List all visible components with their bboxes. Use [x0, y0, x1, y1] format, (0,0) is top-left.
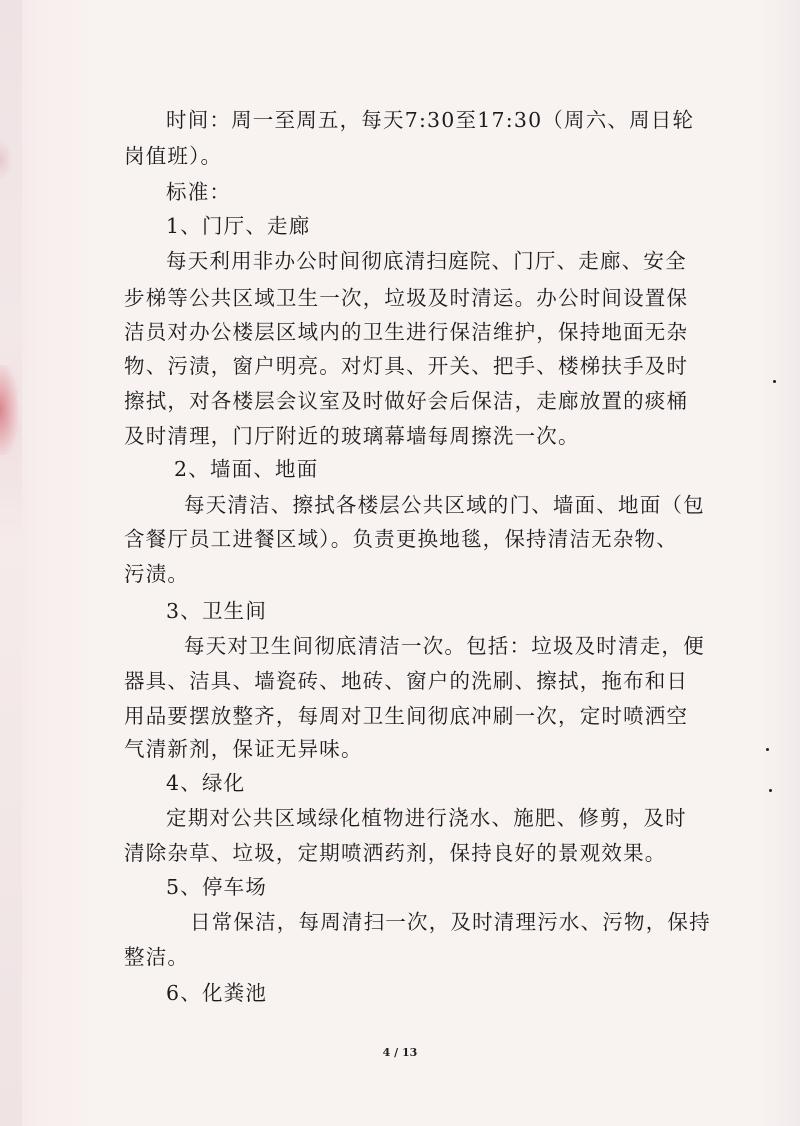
- text-line: 器具、洁具、墙瓷砖、地砖、窗户的洗刷、擦拭，拖布和日: [124, 669, 689, 693]
- text-line: 污渍。: [124, 562, 190, 586]
- text-line: 每天利用非办公时间彻底清扫庭院、门厅、走廊、安全: [166, 249, 687, 273]
- text-line: 步梯等公共区域卫生一次，垃圾及时清运。办公时间设置保: [124, 286, 689, 310]
- text-line: 物、污渍，窗户明亮。对灯具、开关、把手、楼梯扶手及时: [124, 354, 689, 378]
- text-line: 日常保洁，每周清扫一次，及时清理污水、污物，保持: [190, 910, 711, 934]
- section-heading: 6、化粪池: [166, 981, 268, 1005]
- section-heading: 2、墙面、地面: [174, 457, 319, 481]
- text-line: 每天对卫生间彻底清洁一次。包括：垃圾及时清走，便: [184, 634, 705, 658]
- text-line: 标准：: [166, 180, 232, 204]
- page-number: 4 / 13: [382, 1046, 418, 1059]
- section-heading: 5、停车场: [166, 875, 268, 899]
- section-heading: 4、绿化: [166, 771, 246, 795]
- text-line: 擦拭，对各楼层会议室及时做好会后保洁，走廊放置的痰桶: [124, 389, 689, 413]
- text-line: 岗值班）。: [124, 144, 223, 168]
- text-line: 含餐厅员工进餐区域）。负责更换地毯，保持清洁无杂物、: [124, 527, 678, 551]
- section-heading: 1、门厅、走廊: [166, 214, 311, 238]
- text-line: 用品要摆放整齐，每周对卫生间彻底冲刷一次，定时喷洒空: [124, 704, 689, 728]
- text-line: 整洁。: [124, 945, 190, 969]
- text-line: 清除杂草、垃圾，定期喷洒药剂，保持良好的景观效果。: [124, 841, 667, 865]
- text-line: 时间：周一至周五，每天7:30至17:30（周六、周日轮: [166, 108, 695, 132]
- text-line: 定期对公共区域绿化植物进行浇水、施肥、修剪，及时: [166, 806, 687, 830]
- text-line: 及时清理，门厅附近的玻璃幕墙每周擦洗一次。: [124, 424, 580, 448]
- text-line: 洁员对办公楼层区域内的卫生进行保洁维护，保持地面无杂: [124, 320, 689, 344]
- text-line: 气清新剂，保证无异味。: [124, 737, 363, 761]
- text-line: 每天清洁、擦拭各楼层公共区域的门、墙面、地面（包: [184, 493, 705, 517]
- section-heading: 3、卫生间: [166, 599, 268, 623]
